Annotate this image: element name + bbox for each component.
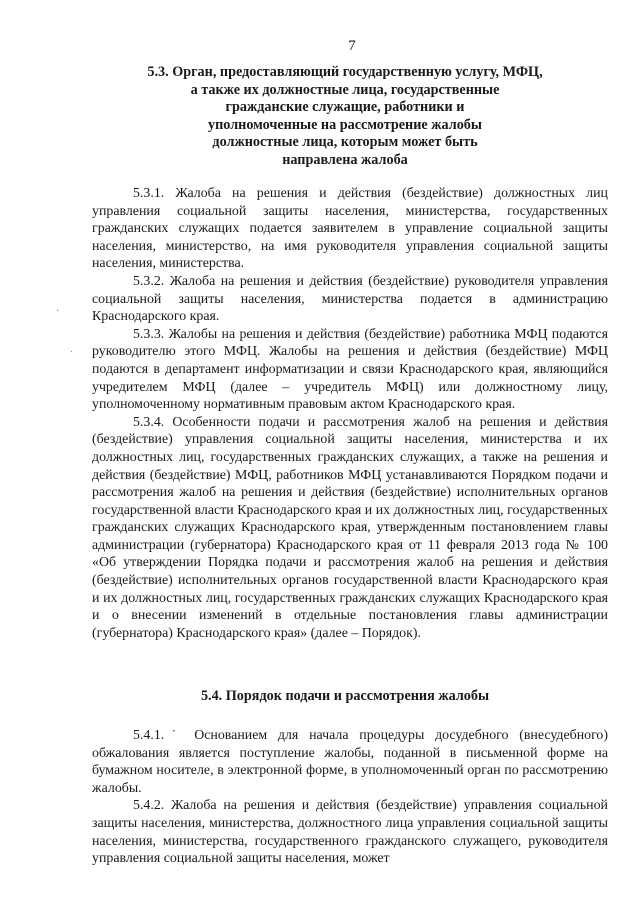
section-body-5-3 — [92, 185, 608, 642]
paragraph-5-3-3: 5.3.3. Жалобы на решения и действия (бездействие) работника МФЦ подаются руководителю этого МФЦ. Жалобы на решения и действия (бездействие) МФЦ подаются в департамент информатизации и связи Краснодарского края, являющийся учредителем МФЦ (далее – учредитель МФЦ) или должностному лицу, уполномоченному нормативным правовым актом Краснодарского края. — [92, 326, 608, 413]
paragraph-5-4-2: 5.4.2. Жалоба на решения и действия (бездействие) управления социальной защиты населения, министерства, должностного лица управления социальной защиты населения, министерства, государственного гражданского служащего, руководителя управления социальной защиты населения, может — [92, 798, 608, 867]
paragraph-5-3-4: 5.3.4. Особенности подачи и рассмотрения жалоб на решения и действия (бездействие) управления социальной защиты населения, министерства и их должностных лиц, государственных гражданских служащих, а также на решения и действия (бездействие) МФЦ, работников МФЦ устанавливаются Порядком подачи и рассмотрения жалоб на решения и действия (бездействие) исполнительных органов государственной власти Краснодарского края и их должностных лиц, государственных гражданских служащих Краснодарского края, утвержденным постановлением главы администрации (губернатора) Краснодарского края от 11 февраля 2013 года № 100 «Об утверждении Порядка подачи и рассмотрения жалоб на решения и действия (бездействие) исполнительных органов государственной власти Краснодарского края и их должностных лиц, государственных гражданских служащих Краснодарского края и о внесении изменений в отдельные постановления главы администрации (губернатора) Краснодарского края» (далее – Порядок). — [92, 414, 608, 641]
paragraph-5-3-2: 5.3.2. Жалоба на решения и действия (бездействие) руководителя управления социальной защиты населения, министерства подается в администрацию Краснодарского края. — [92, 273, 608, 325]
section-heading-5-3 — [110, 64, 580, 170]
heading-line: направлена жалоба — [282, 151, 408, 168]
scan-speck: · — [70, 347, 74, 358]
paragraph-5-3-1: 5.3.1. Жалоба на решения и действия (бездействие) должностных лиц управления социальной защиты населения, министерства, государственных гражданских служащих подается заявителем в управление социальной защиты населения, министерство, на имя руководителя управления социальной защиты населения, министерства. — [92, 186, 608, 272]
heading-line: 5.4. Порядок подачи и рассмотрения жалобы — [200, 688, 490, 704]
paragraph-5-4-1: 5.4.1.˙ Основанием для начала процедуры досудебного (внесудебного) обжалования является поступление жалобы, поданной в письменной форме на бумажном носителе, в электронной форме, в уполномоченный орган по рассмотрению жалобы. — [92, 728, 608, 796]
heading-line: уполномоченные на рассмотрение жалобы — [208, 116, 482, 133]
heading-line: гражданские служащие, работники и — [225, 99, 465, 116]
page-number: 7 — [348, 38, 356, 54]
section-body-5-4 — [92, 727, 608, 868]
heading-line: 5.3. Орган, предоставляющий государственную услугу, МФЦ, — [147, 64, 543, 80]
heading-line: должностные лица, которым может быть — [212, 134, 478, 151]
scan-speck: · — [56, 306, 60, 317]
section-heading-5-4 — [110, 688, 580, 706]
heading-line: а также их должностные лица, государственные — [190, 81, 500, 98]
